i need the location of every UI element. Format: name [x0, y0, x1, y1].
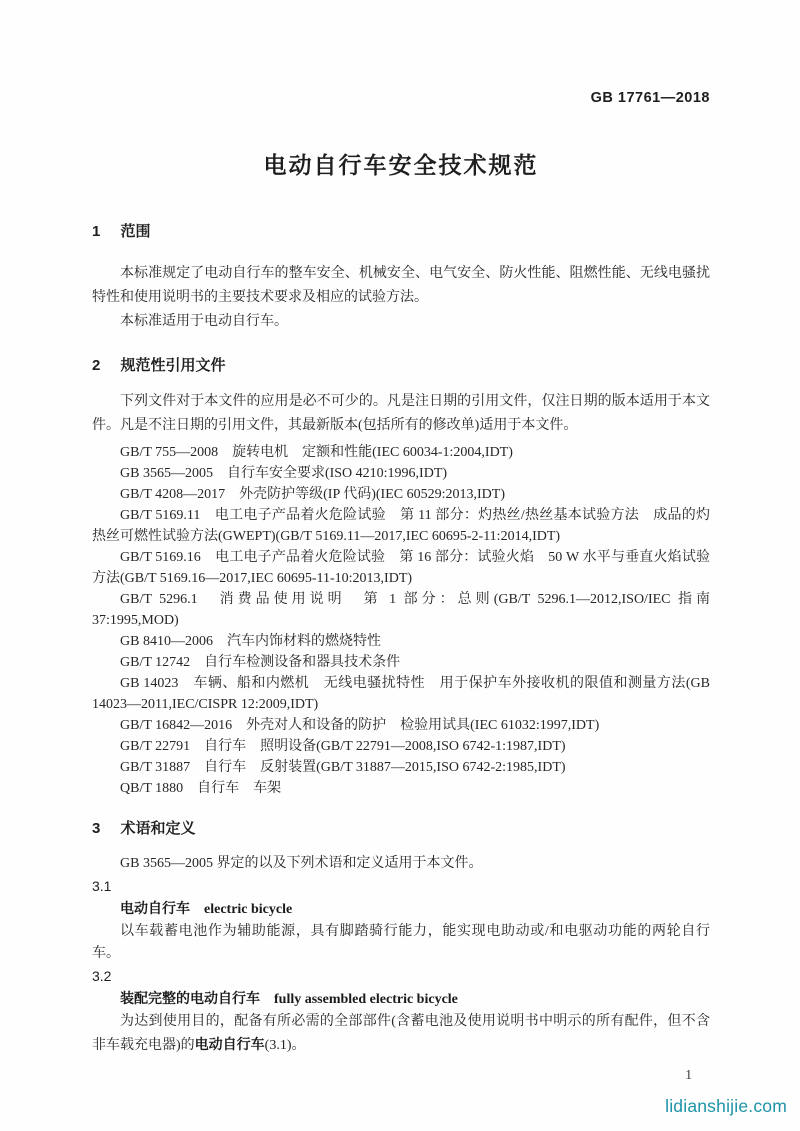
scope-paragraph-2: 本标准适用于电动自行车。	[120, 314, 288, 329]
reference-item: QB/T 1880 自行车 车架	[120, 781, 282, 796]
section-1-number: 1	[92, 223, 101, 240]
section-2-heading	[92, 356, 710, 376]
reference-item: GB 3565—2005 自行车安全要求(ISO 4210:1996,IDT)	[120, 466, 448, 481]
term-definition: 以车载蓄电池作为辅助能源，具有脚踏骑行能力，能实现电助动或/和电驱动功能的两轮自行车。	[92, 924, 710, 961]
references-list	[92, 442, 710, 799]
document-title: 电动自行车安全技术规范	[263, 152, 539, 178]
reference-item: GB/T 5169.16 电工电子产品着火危险试验 第 16 部分：试验火焰 50 W 水平与垂直火焰试验方法(GB/T 5169.16—2017,IEC 60695-11-10:2013,IDT)	[92, 550, 710, 586]
definition-bold-term: 电动自行车	[194, 1036, 265, 1052]
section-1-label: 范围	[120, 223, 151, 240]
section-3-number: 3	[92, 820, 101, 837]
reference-item: GB 14023 车辆、船和内燃机 无线电骚扰特性 用于保护车外接收机的限值和测量方法(GB 14023—2011,IEC/CISPR 12:2009,IDT)	[92, 676, 710, 712]
reference-item: GB/T 755—2008 旋转电机 定额和性能(IEC 60034-1:2004,IDT)	[120, 445, 513, 460]
reference-item: GB 8410—2006 汽车内饰材料的燃烧特性	[120, 634, 381, 649]
term-name	[92, 897, 710, 921]
watermark: lidianshijie.com	[665, 1096, 787, 1116]
term-id: 3.1	[92, 878, 112, 894]
references-intro: 下列文件对于本文件的应用是必不可少的。凡是注日期的引用文件，仅注日期的版本适用于本文件。凡是不注日期的引用文件，其最新版本(包括所有的修改单)适用于本文件。	[92, 394, 710, 433]
term-name-en: fully assembled electric bicycle	[274, 992, 458, 1007]
term-name-zh: 装配完整的电动自行车	[120, 990, 260, 1006]
term-name-zh: 电动自行车	[120, 900, 190, 916]
page-number: 1	[685, 1067, 692, 1082]
reference-item: GB/T 5296.1 消费品使用说明 第 1 部分：总则(GB/T 5296.1—2012,ISO/IEC 指南 37:1995,MOD)	[92, 592, 710, 628]
terms-list	[92, 875, 710, 1057]
section-1-heading	[92, 222, 710, 242]
scope-paragraph-1: 本标准规定了电动自行车的整车安全、机械安全、电气安全、防火性能、阻燃性能、无线电骚扰特性和使用说明书的主要技术要求及相应的试验方法。	[92, 266, 710, 305]
reference-item: GB/T 31887 自行车 反射装置(GB/T 31887—2015,ISO 6742-2:1985,IDT)	[120, 760, 566, 775]
term-id: 3.2	[92, 968, 112, 984]
reference-item: GB/T 5169.11 电工电子产品着火危险试验 第 11 部分：灼热丝/热丝基本试验方法 成品的灼热丝可燃性试验方法(GWEPT)(GB/T 5169.11—2017,IEC 60695-2-11:2014,IDT)	[92, 508, 710, 544]
standard-code: GB 17761—2018	[590, 90, 710, 106]
reference-item: GB/T 16842—2016 外壳对人和设备的防护 检验用试具(IEC 61032:1997,IDT)	[120, 718, 600, 733]
reference-item: GB/T 22791 自行车 照明设备(GB/T 22791—2008,ISO 6742-1:1987,IDT)	[120, 739, 566, 754]
term-name	[92, 987, 710, 1011]
section-3-heading	[92, 819, 710, 839]
section-3-label: 术语和定义	[120, 820, 196, 837]
definition-text: (3.1)。	[264, 1038, 306, 1053]
section-2-number: 2	[92, 357, 101, 374]
reference-item: GB/T 4208—2017 外壳防护等级(IP 代码)(IEC 60529:2013,IDT)	[120, 487, 505, 502]
definition-text: 为达到使用目的，配备有所必需的全部部件(含蓄电池及使用说明书中明示的所有配件，但不含非车载充电器)的	[92, 1014, 710, 1053]
section-2-label: 规范性引用文件	[120, 357, 226, 374]
reference-item: GB/T 12742 自行车检测设备和器具技术条件	[120, 655, 401, 670]
term-name-en: electric bicycle	[204, 902, 293, 917]
term-definition	[92, 1011, 710, 1057]
terms-intro: GB 3565—2005 界定的以及下列术语和定义适用于本文件。	[120, 856, 483, 871]
